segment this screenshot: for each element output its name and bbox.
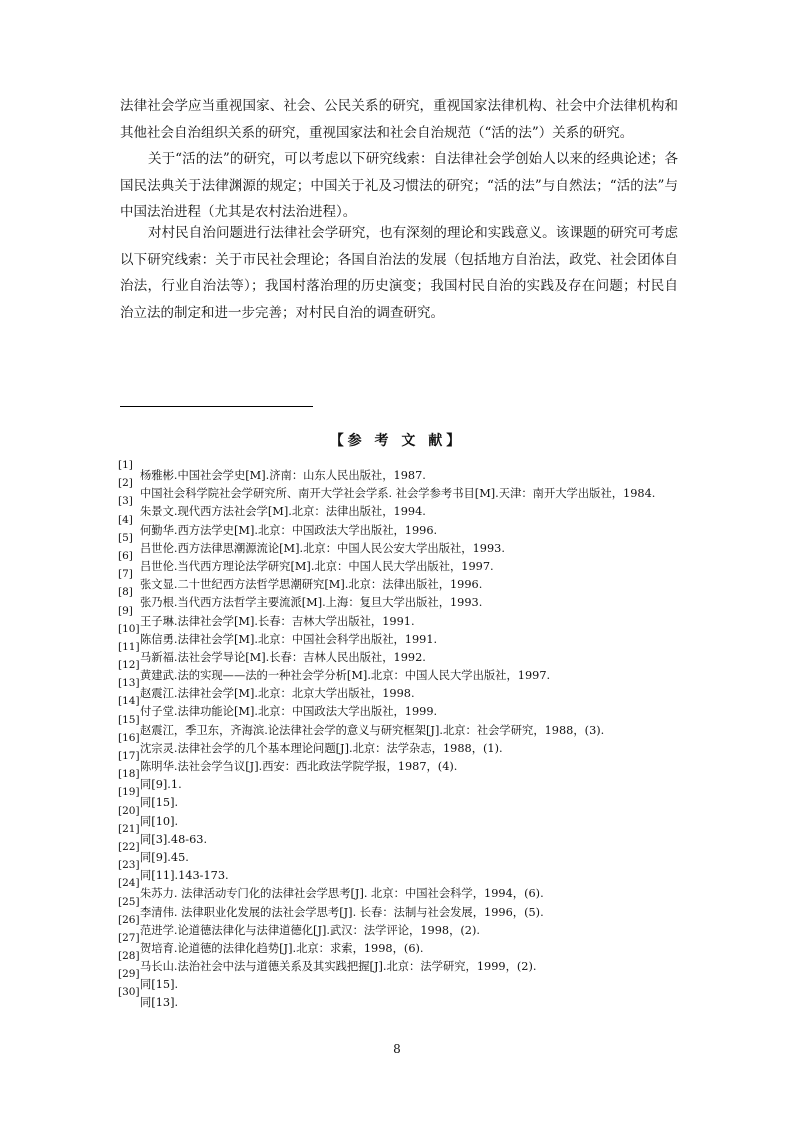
reference-text: 陈信勇.法律社会学[M].北京：中国社会科学出版社，1991. xyxy=(140,632,438,646)
reference-number: [18] xyxy=(118,768,140,781)
reference-text: 黄建武.法的实现——法的一种社会学分析[M].北京：中国人民大学出版社，1997. xyxy=(140,669,551,683)
reference-number: [7] xyxy=(118,568,133,581)
reference-text: 同[3].48-63. xyxy=(140,832,208,846)
reference-text: 赵震江.法律社会学[M].北京：北京大学出版社，1998. xyxy=(140,687,415,701)
references-list xyxy=(118,459,678,1011)
reference-item xyxy=(118,568,678,592)
reference-item xyxy=(118,804,678,829)
reference-item xyxy=(118,549,678,574)
reference-item xyxy=(118,750,678,774)
reference-number: [25] xyxy=(118,895,140,908)
reference-text: 何勤华.西方法学史[M].北京：中国政法大学出版社，1996. xyxy=(140,523,438,537)
reference-number: [6] xyxy=(118,549,133,562)
reference-item xyxy=(118,913,678,938)
references-heading: 【参 考 文 献】 xyxy=(329,433,465,449)
reference-text: 王子琳.法律社会学[M].长春：吉林大学出版社，1991. xyxy=(140,614,415,628)
reference-text: 范进学.论道德法律化与法律道德化[J].武汉：法学评论，1998，(2). xyxy=(140,923,480,937)
reference-text: 马长山.法治社会中法与道德关系及其实践把握[J].北京：法学研究，1999，(2). xyxy=(140,960,537,974)
reference-text: 陈明华.法社会学刍议[J].西安：西北政法学院学报，1987，(4). xyxy=(140,760,458,773)
paragraph-3: 对村民自治问题进行法律社会学研究，也有深刻的理论和实践意义。该课题的研究可考虑以下研究线索：关于市民社会理论；各国自治法的发展（包括地方自治法，政党、社会团体自治法，行业自治法等）；我国村落治理的历史演变；我国村民自治的实践及存在问题；村民自治立法的制定和进一步完善；对村民自治的调查研究。 xyxy=(120,225,678,321)
reference-item xyxy=(118,459,678,483)
paragraph-2: 关于“活的法”的研究，可以考虑以下研究线索：自法律社会学创始人以来的经典论述；各国民法典关于法律渊源的规定；中国关于礼及习惯法的研究；“活的法”与自然法；“活的法”与中国法治进程（尤其是农村法治进程）。 xyxy=(120,151,678,220)
reference-item xyxy=(118,986,678,1010)
reference-item xyxy=(118,622,678,647)
reference-item xyxy=(118,840,678,865)
reference-item xyxy=(118,731,678,756)
reference-item xyxy=(118,968,678,992)
reference-text: 同[15]. xyxy=(140,796,179,810)
reference-number: [2] xyxy=(118,477,133,490)
reference-item xyxy=(118,477,678,501)
reference-item xyxy=(118,950,678,974)
reference-number: [24] xyxy=(118,877,140,890)
reference-text: 同[15]. xyxy=(140,978,179,992)
reference-number: [23] xyxy=(118,859,140,872)
reference-item xyxy=(118,895,678,920)
reference-text: 杨雅彬.中国社会学史[M].济南：山东人民出版社，1987. xyxy=(140,469,426,482)
reference-text: 同[11].143-173. xyxy=(140,869,229,883)
reference-item xyxy=(118,677,678,701)
reference-text: 马新福.法社会学导论[M].长春：吉林人民出版社，1992. xyxy=(140,650,426,664)
reference-item xyxy=(118,713,678,738)
reference-number: [17] xyxy=(118,750,140,762)
reference-item xyxy=(118,586,678,610)
reference-item xyxy=(118,495,678,519)
reference-number: [13] xyxy=(118,677,140,690)
reference-number: [30] xyxy=(118,986,140,999)
reference-item xyxy=(118,859,678,883)
reference-number: [27] xyxy=(118,931,140,944)
reference-number: [9] xyxy=(118,604,133,617)
reference-number: [19] xyxy=(118,786,140,799)
reference-number: [14] xyxy=(118,695,140,708)
reference-number: [4] xyxy=(118,513,133,526)
reference-text: 张文显.二十世纪西方法哲学思潮研究[M].北京：法律出版社，1996. xyxy=(140,578,483,592)
reference-text: 朱景文.现代西方法社会学[M].北京：法律出版社，1994. xyxy=(140,505,426,519)
page-number: 8 xyxy=(393,1042,401,1056)
paragraph-1: 法律社会学应当重视国家、社会、公民关系的研究，重视国家法律机构、社会中介法律机构和其他社会自治组织关系的研究，重视国家法和社会自治规范（“活的法”）关系的研究。 xyxy=(120,98,678,141)
reference-item xyxy=(118,604,678,629)
reference-number: [26] xyxy=(118,913,140,926)
reference-text: 同[9].45. xyxy=(140,850,189,864)
reference-text: 赵震江，季卫东，齐海滨.论法律社会学的意义与研究框架[J].北京：社会学研究，1988，(3). xyxy=(140,723,605,737)
reference-item xyxy=(118,768,678,792)
reference-item xyxy=(118,531,678,556)
reference-item xyxy=(118,695,678,719)
reference-text: 贺培育.论道德的法律化趋势[J].北京：求索，1998，(6). xyxy=(140,941,424,955)
reference-item xyxy=(118,513,678,538)
reference-text: 李清伟. 法律职业化发展的法社会学思考[J]. 长春：法制与社会发展，1996，(5). xyxy=(140,905,544,919)
reference-number: [28] xyxy=(118,950,140,963)
reference-number: [15] xyxy=(118,713,140,726)
reference-text: 同[13]. xyxy=(140,996,179,1010)
reference-item xyxy=(118,931,678,956)
reference-number: [29] xyxy=(118,968,140,981)
reference-text: 吕世伦.当代西方理论法学研究[M].北京：中国人民大学出版社，1997. xyxy=(140,559,494,573)
reference-number: [21] xyxy=(118,822,140,835)
reference-number: [12] xyxy=(118,659,140,672)
reference-number: [10] xyxy=(118,622,140,635)
reference-item xyxy=(118,659,678,683)
reference-text: 张乃根.当代西方法哲学主要流派[M].上海：复旦大学出版社，1993. xyxy=(140,596,483,610)
reference-item xyxy=(118,640,678,665)
reference-number: [8] xyxy=(118,586,133,599)
reference-item xyxy=(118,786,678,810)
reference-number: [5] xyxy=(118,531,133,544)
reference-number: [1] xyxy=(118,459,133,471)
reference-text: 朱苏力. 法律活动专门化的法律社会学思考[J]. 北京：中国社会科学，1994，(6). xyxy=(140,887,544,901)
reference-item xyxy=(118,822,678,847)
reference-text: 付子堂.法律功能论[M].北京：中国政法大学出版社，1999. xyxy=(140,705,438,719)
reference-item xyxy=(118,877,678,901)
reference-number: [22] xyxy=(118,840,140,853)
reference-number: [16] xyxy=(118,731,140,744)
reference-text: 沈宗灵.法律社会学的几个基本理论问题[J].北京：法学杂志，1988，(1). xyxy=(140,741,503,755)
reference-text: 同[10]. xyxy=(140,814,179,828)
footnote-separator-rule xyxy=(120,406,313,407)
reference-number: [11] xyxy=(118,640,140,653)
reference-text: 中国社会科学院社会学研究所、南开大学社会学系. 社会学参考书目[M].天津：南开大学出版社，1984. xyxy=(140,487,656,501)
reference-text: 同[9].1. xyxy=(140,778,182,792)
reference-number: [20] xyxy=(118,804,140,817)
reference-number: [3] xyxy=(118,495,133,508)
reference-text: 吕世伦.西方法律思潮源流论[M].北京：中国人民公安大学出版社，1993. xyxy=(140,541,505,555)
